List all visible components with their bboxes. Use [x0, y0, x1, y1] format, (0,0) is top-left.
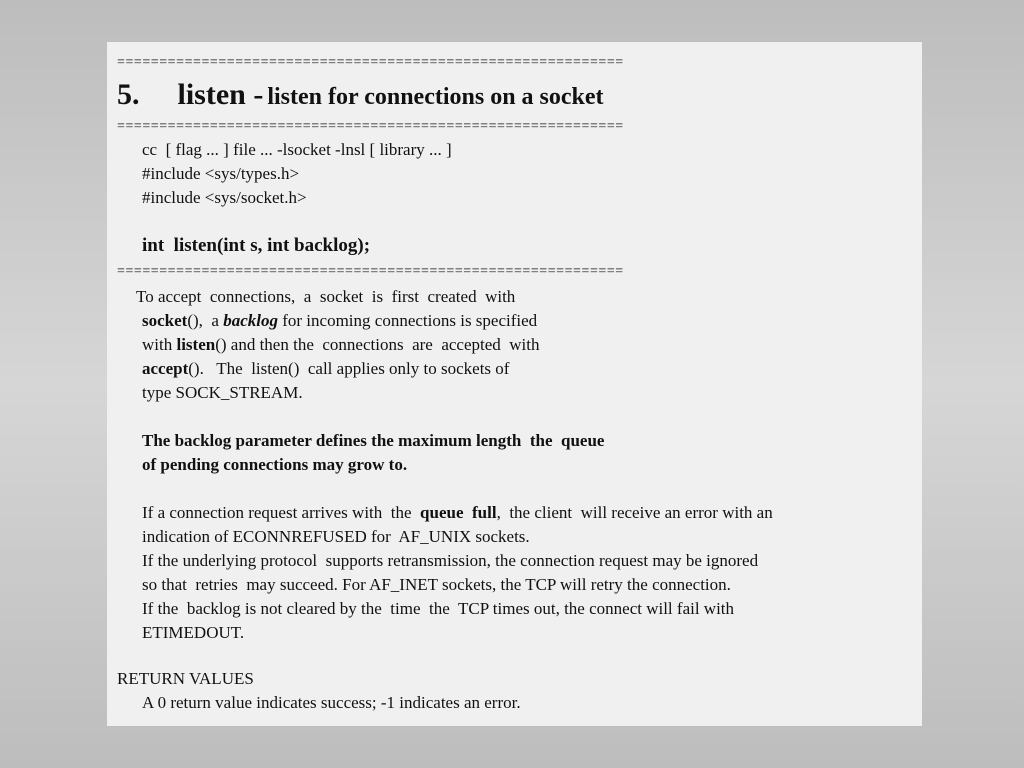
slide-content-card	[107, 42, 922, 726]
return-values-text: A 0 return value indicates success; -1 indicates an error.	[142, 693, 521, 712]
error-paragraph-line: ETIMEDOUT.	[142, 623, 245, 642]
error-paragraph-line: so that retries may succeed. For AF_INET sockets, the TCP will retry the connection.	[142, 575, 731, 594]
return-values-title: RETURN VALUES	[117, 669, 254, 688]
backlog-term: backlog	[223, 311, 278, 330]
function-prototype: int listen(int s, int backlog);	[142, 235, 371, 256]
description-line: type SOCK_STREAM.	[142, 383, 303, 402]
backlog-paragraph: of pending connections may grow to.	[142, 455, 408, 474]
description-line: with listen() and then the connections are accepted with	[142, 335, 540, 354]
section-number: 5.	[117, 78, 140, 111]
command-description: listen for connections on a socket	[267, 84, 604, 110]
description-line: socket(), a backlog for incoming connections is specified	[142, 311, 538, 330]
error-paragraph-line: If the underlying protocol supports retransmission, the connection request may be ignored	[142, 551, 759, 570]
description-line: To accept connections, a socket is first created with	[136, 287, 516, 306]
separator-rule-synopsis: ============================================================	[117, 265, 624, 279]
command-name: listen -	[177, 78, 264, 111]
socket-term: socket	[142, 311, 188, 330]
error-paragraph-line: If the backlog is not cleared by the time the TCP times out, the connect will fail with	[142, 599, 735, 618]
accept-term: accept	[142, 359, 189, 378]
description-line: accept(). The listen() call applies only to sockets of	[142, 359, 510, 378]
listen-term: listen	[176, 335, 216, 354]
error-paragraph-line: If a connection request arrives with the queue full, the client will receive an error with an	[142, 503, 773, 522]
separator-rule-top: ============================================================	[117, 56, 624, 70]
queue-full-term: queue full	[420, 503, 497, 522]
synopsis-cc-line: cc [ flag ... ] file ... -lsocket -lnsl [ library ... ]	[142, 140, 452, 159]
backlog-paragraph: The backlog parameter defines the maximum length the queue	[142, 431, 605, 450]
separator-rule-heading: ============================================================	[117, 120, 624, 134]
error-paragraph-line: indication of ECONNREFUSED for AF_UNIX sockets.	[142, 527, 530, 546]
synopsis-include-types: #include <sys/types.h>	[142, 164, 300, 183]
section-heading	[117, 78, 604, 117]
synopsis-include-socket: #include <sys/socket.h>	[142, 188, 307, 207]
